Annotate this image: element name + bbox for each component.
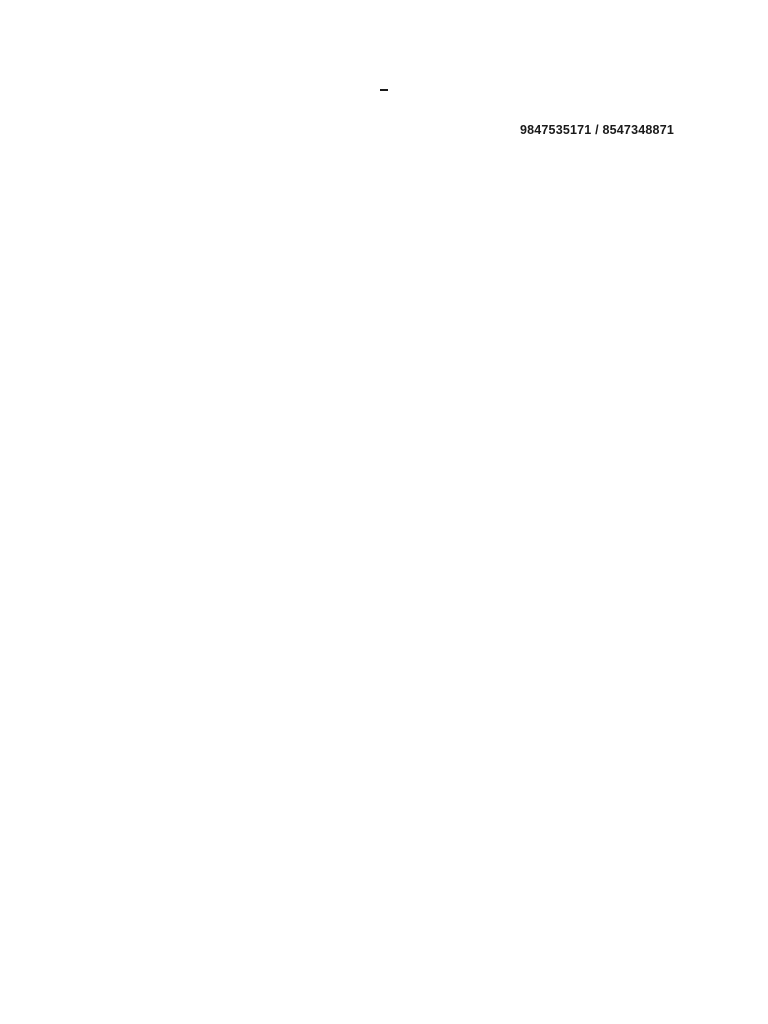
document-title [100, 58, 668, 92]
phone-numbers: 9847535171 / 8547348871 [519, 123, 674, 137]
document-title-text [380, 62, 388, 91]
article-body [110, 150, 674, 164]
